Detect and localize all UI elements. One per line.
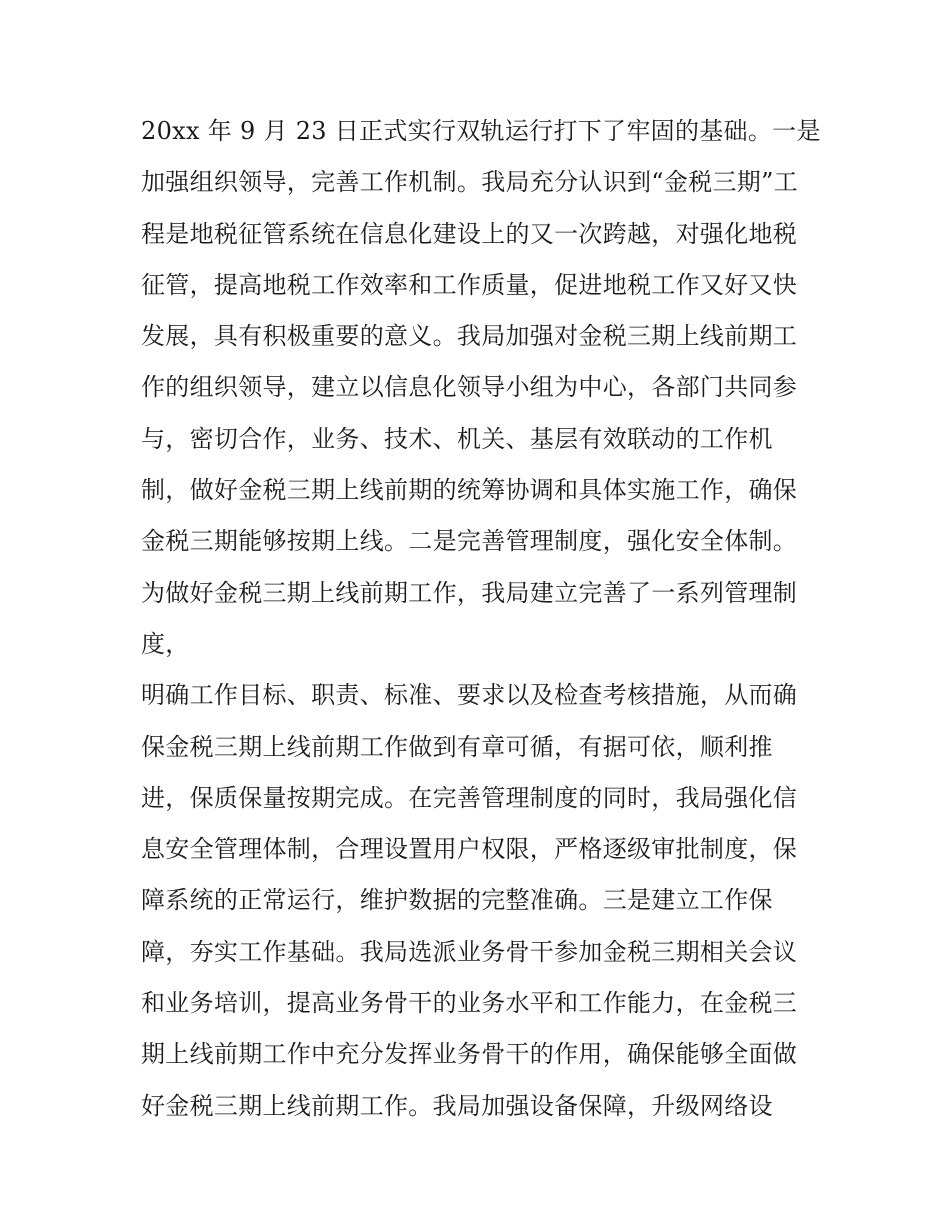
- text-line: 息安全管理体制，合理设置用户权限，严格逐级审批制度，保: [141, 835, 798, 864]
- text-line: 度，: [141, 629, 190, 658]
- text-line: 制，做好金税三期上线前期的统筹协调和具体实施工作，确保: [141, 476, 798, 505]
- text-line: 明确工作目标、职责、标准、要求以及检查考核措施，从而确: [141, 681, 798, 710]
- text-line: 障，夯实工作基础。我局选派业务骨干参加金税三期相关会议: [141, 937, 798, 966]
- text-line: 金税三期能够按期上线。二是完善管理制度，强化安全体制。: [141, 527, 798, 556]
- text-line: 作的组织领导，建立以信息化领导小组为中心，各部门共同参: [141, 373, 798, 402]
- text-line: 征管，提高地税工作效率和工作质量，促进地税工作又好又快: [141, 270, 798, 299]
- text-line: 保金税三期上线前期工作做到有章可循，有据可依，顺利推: [141, 732, 773, 761]
- text-line: 进，保质保量按期完成。在完善管理制度的同时，我局强化信: [141, 783, 798, 812]
- text-line: 20xx 年 9 月 23 日正式实行双轨运行打下了牢固的基础。一是: [141, 117, 821, 145]
- text-line: 为做好金税三期上线前期工作，我局建立完善了一系列管理制: [141, 578, 798, 607]
- text-line: 发展，具有积极重要的意义。我局加强对金税三期上线前期工: [141, 322, 798, 351]
- text-line: 和业务培训，提高业务骨干的业务水平和工作能力，在金税三: [141, 989, 798, 1018]
- text-line: 好金税三期上线前期工作。我局加强设备保障，升级网络设: [141, 1091, 773, 1120]
- text-line: 障系统的正常运行，维护数据的完整准确。三是建立工作保: [141, 886, 773, 915]
- text-line: 加强组织领导，完善工作机制。我局充分认识到“金税三期”工: [141, 168, 798, 197]
- text-line: 期上线前期工作中充分发挥业务骨干的作用，确保能够全面做: [141, 1040, 798, 1069]
- text-line: 程是地税征管系统在信息化建设上的又一次跨越，对强化地税: [141, 219, 798, 248]
- body-text: [141, 106, 821, 1132]
- text-line: 与，密切合作，业务、技术、机关、基层有效联动的工作机: [141, 424, 773, 453]
